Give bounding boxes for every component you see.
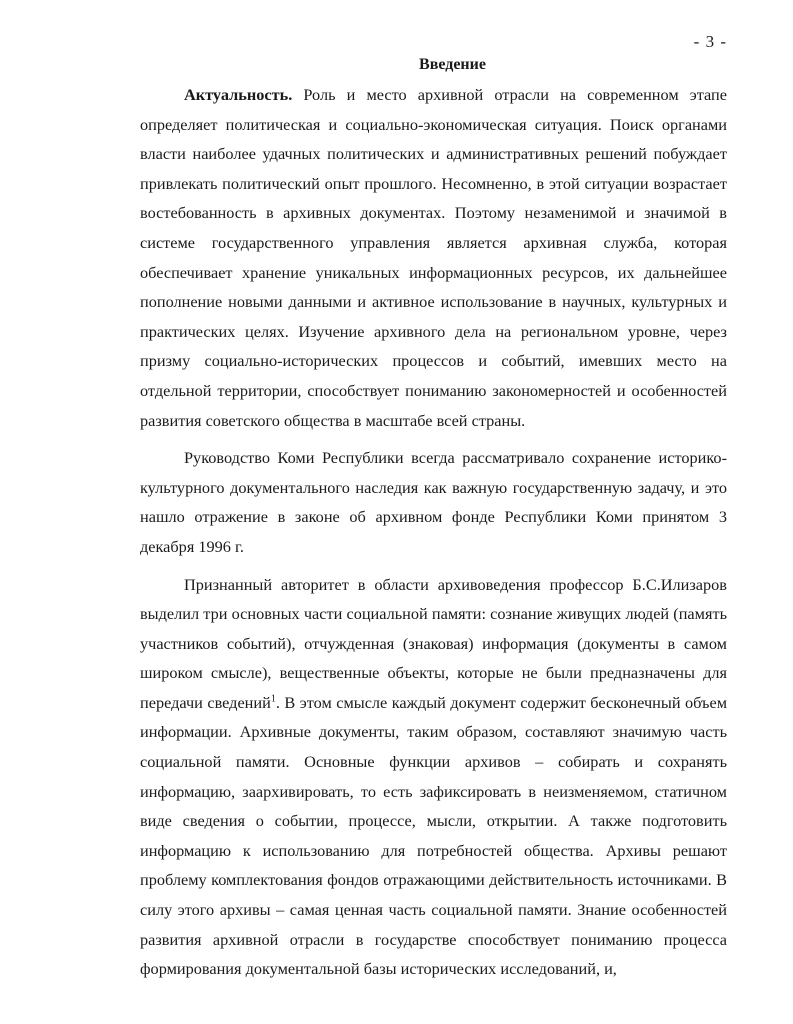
paragraph-komi-republic: Руководство Коми Республики всегда рассматривало сохранение историко-культурного документального наследия как важную государственную задачу, и это нашло отражение в законе об архивном фонде Республики Коми принятом 3 декабря 1996 г. <box>140 448 727 556</box>
document-body <box>140 80 727 992</box>
footnote-marker: 1 <box>270 693 276 705</box>
paragraph-relevance <box>140 80 727 435</box>
paragraph-lead-term: Актуальность. <box>184 85 293 104</box>
paragraph-text: Признанный авторитет в области архивоведения профессор Б.С.Илизаров выделил три основных части социальной памяти: сознание живущих людей (память участников событий), отчужденная (знаковая) информация (документы в самом широком смысле), вещественные объекты, которые не были предназначены для передачи сведений <box>140 574 727 712</box>
paragraph-social-memory <box>140 570 727 984</box>
page-number: - 3 - <box>693 32 727 51</box>
section-heading: Введение <box>419 56 486 73</box>
paragraph-text: Роль и место архивной отрасли на современном этапе определяет политическая и социально-экономическая ситуация. Поиск органами власти наиболее удачных политических и административных решений побуждает привлекать политический опыт прошлого. Несомненно, в этой ситуации возрастает востебованность в архивных документах. Поэтому незаменимой и значимой в системе государственного управления является архивная служба, которая обеспечивает хранение уникальных информационных ресурсов, их дальнейшее пополнение новыми данными и активное использование в научных, культурных и практических целях. Изучение архивного дела на региональном уровне, через призму социально-исторических процессов и событий, имевших место на отдельной территории, способствует пониманию закономерностей и особенностей развития советского общества в масштабе всей страны. <box>140 85 727 430</box>
paragraph-text: . В этом смысле каждый документ содержит бесконечный объем информации. Архивные документы, таким образом, составляют значимую часть социальной памяти. Основные функции архивов – собирать и сохранять информацию, заархивировать, то есть зафиксировать в неизменяемом, статичном виде сведения о событии, процессе, мысли, открытии. А также подготовить информацию к использованию для потребностей общества. Архивы решают проблему комплектования фондов отражающими действительность источниками. В силу этого архивы – самая ценная часть социальной памяти. Знание особенностей развития архивной отрасли в государстве способствует пониманию процесса формирования документальной базы исторических исследований, и, <box>140 692 727 979</box>
